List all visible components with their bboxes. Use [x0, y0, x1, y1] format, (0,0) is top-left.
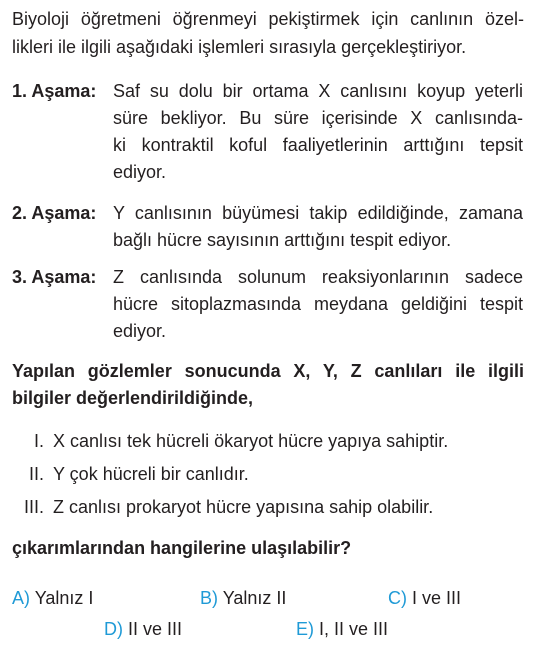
question-page: Biyoloji öğretmeni öğrenmeyi pekiştirmek için canlının özel- likleri ile ilgili aşağıdaki işlemleri sırasıyla gerçekleştiriyor. 1. Aşama: Saf su dolu bir ortama X canlısını koyup yeterli süre bekliyor. Bu süre içerisinde X canlısında- ki kontraktil koful faaliyetlerinin arttığını tepsit ediyor. 2. Aşama: Y canlısının büyümesi takip edildiğinde, zamana bağlı hücre sayısının arttığını tespit ediyor. 3. Aşama: Z canlısında solunum reaksiyonlarının sadece hücre sitoplazmasında meydana geldiğini tespit ediyor. Yapılan gözlemler sonucunda X, Y, Z canlıları ile ilgili bilgiler değerlendirildiğinde, I. X canlısı tek hücreli ökaryot hücre yapıya sahiptir. II. Y çok hücreli bir canlıdır. III. Z canlısı prokaryot hücre yapısına sahip olabilir. çıkarımlarından hangilerine ulaşılabilir? A) Yalnız I B) Yalnız II C) I ve III D) II ve III E) I, II ve III [12, 9, 524, 639]
choice-d-letter: D) [104, 619, 123, 639]
choice-a-letter: A) [12, 588, 30, 608]
stage-1-line-2: süre bekliyor. Bu süre içerisinde X canlısında- [113, 108, 523, 128]
stage-3-line-3: ediyor. [113, 321, 167, 341]
choice-b-text: Yalnız II [222, 588, 287, 608]
choice-e-letter: E) [296, 619, 314, 639]
choice-d[interactable] [104, 618, 182, 640]
stage-1-line-3: ki kontraktil koful faaliyetlerinin arttığını tepsit [113, 135, 523, 155]
stage-2-line-1: Y canlısının büyümesi takip edildiğinde, zamana [113, 203, 523, 223]
question-line-1: Yapılan gözlemler sonucunda X, Y, Z canlıları ile ilgili [12, 361, 524, 381]
choice-e-text: I, II ve III [319, 619, 389, 639]
stage-2-label: 2. Aşama: [12, 203, 97, 223]
choice-e[interactable] [296, 618, 388, 640]
stage-3-line-1: Z canlısında solunum reaksiyonlarının sadece [113, 267, 523, 287]
intro-line-1: Biyoloji öğretmeni öğrenmeyi pekiştirmek için canlının özel- [12, 9, 524, 29]
question-prompt: çıkarımlarından hangilerine ulaşılabilir? [12, 538, 352, 558]
choice-a-text: Yalnız I [34, 588, 94, 608]
statement-2-text: Y çok hücreli bir canlıdır. [53, 464, 249, 484]
statement-3-text: Z canlısı prokaryot hücre yapısına sahip olabilir. [53, 497, 434, 517]
statement-1-text: X canlısı tek hücreli ökaryot hücre yapıya sahiptir. [53, 431, 449, 451]
intro-line-2: likleri ile ilgili aşağıdaki işlemleri sırasıyla gerçekleştiriyor. [12, 37, 467, 57]
choice-c-letter: C) [388, 588, 407, 608]
choice-c-text: I ve III [412, 588, 462, 608]
choice-b-letter: B) [200, 588, 218, 608]
stage-3-label: 3. Aşama: [12, 267, 97, 287]
stage-1-line-4: ediyor. [113, 162, 167, 182]
question-line-2: bilgiler değerlendirildiğinde, [12, 388, 254, 408]
choice-c[interactable] [388, 587, 461, 609]
stage-1-label: 1. Aşama: [12, 81, 97, 101]
choice-d-text: II ve III [128, 619, 183, 639]
choice-a[interactable] [12, 587, 93, 609]
choice-b[interactable] [200, 587, 286, 609]
stage-2-line-2: bağlı hücre sayısının arttığını tespit ediyor. [113, 230, 452, 250]
stage-3-line-2: hücre sitoplazmasında meydana geldiğini tespit [113, 294, 523, 314]
stage-1-line-1: Saf su dolu bir ortama X canlısını koyup yeterli [113, 81, 523, 101]
